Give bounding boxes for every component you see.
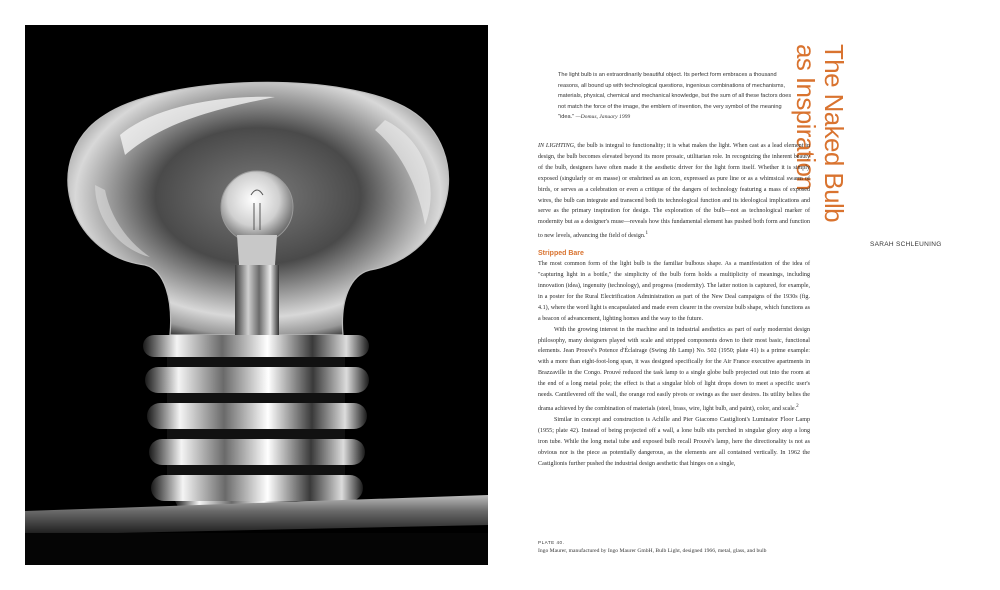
bulb-lamp-illustration xyxy=(25,25,488,565)
section-paragraph-3: Similar in concept and construction is Achille and Pier Giacomo Castiglioni's Luminator Floor Lamp (1955; plate 42). Instead of being projected off a wall, a lone bulb sits perched in singular glory atop a long iron tube. While the long metal tube and exposed bulb recall Prouvé's lamp, here the directionality is not as obvious nor is the piece as potentially dangerous, as the elements are all contained vertically. In 1962 the Castiglionis further pushed the industrial design aesthetic that hinges on a single, xyxy=(538,416,810,467)
intro-lead: IN LIGHTING, xyxy=(538,143,576,149)
epigraph-text: The light bulb is an extraordinarily beautiful object. Its perfect form embraces a thousand reasons, all bound up with technological questions, ingenious combinations of mechanisms, materials, physical, chemical and mechanical knowledge, but the sum of all these factors does not match the force of the image, the emblem of invention, the very symbol of the meaning "idea." xyxy=(558,72,792,120)
footnote-ref-1: 1 xyxy=(645,230,649,237)
epigraph xyxy=(558,70,795,123)
author-name: SARAH SCHLEUNING xyxy=(870,241,942,248)
epigraph-source: —Domus, January 1999 xyxy=(575,114,631,120)
article-body xyxy=(538,141,810,469)
section-paragraph-2 xyxy=(538,325,810,415)
title-line-2: as Inspiration xyxy=(791,44,821,191)
plate-number: PLATE 40. xyxy=(538,540,565,545)
section-heading: Stripped Bare xyxy=(538,250,584,258)
plate-caption-text: Ingo Maurer, manufactured by Ingo Maurer GmbH, Bulb Light, designed 1966, metal, glass, and bulb xyxy=(538,548,767,554)
footnote-ref-2: 2 xyxy=(796,402,799,409)
section-paragraph-1: The most common form of the light bulb is the familiar bulbous shape. As a manifestation of the idea of "capturing light in a bottle," the simplicity of the bulb form holds a multiplicity of meanings, including innovation (idea), ingenuity (technology), and progress (modernity). The latter notion is captured, for example, in a poster for the Rural Electrification Administration as part of the New Deal campaigns of the 1930s (fig. 4.1), where the word light is encapsulated and made even clearer in the oversize bulb shape, which functions as a beacon of advancement, lighting homes and the way to the future. xyxy=(538,261,810,322)
intro-text: the bulb is integral to functionality; it is what makes the light. When cast as a lead element in design, the bulb becomes elevated beyond its more prosaic, utilitarian role. In recognizing the inherent beauty of the bulb, designers have often made it the aesthetic driver for the light form itself. Whether it is simply exposed (singularly or en masse) or enshrined as an icon, expressed as pure line or as a whimsical swarm of birds, or serves as a celebration or even a critique of the dangers of technology featuring a mass of exposed wires, the bulb can integrate and transcend both its technological function and its ideological implications and serve as the primary inspiration for design. The exploration of the bulb—not as technological marker of modernity but as a designer's muse—reveals how this fundamental element has pushed both form and function to new levels, advancing the field of design. xyxy=(538,143,810,240)
title-line-1: The Naked Bulb xyxy=(819,44,849,223)
bulb-lamp-photo xyxy=(25,25,488,565)
plate-caption xyxy=(538,539,838,555)
screw-base xyxy=(143,335,369,525)
section-paragraph-2-text: With the growing interest in the machine and in industrial aesthetics as part of early modernist design philosophy, many designers played with scale and stripped components down to their most basic, functional elements. Jean Prouvé's Potence d'Éclairage (Swing Jib Lamp) No. 502 (1950; plate 41) is a prime example: with a more than eight-foot-long span, it was designed specifically for the Air France executive apartments in Brazzaville in the Congo. Prouvé reduced the task lamp to a single globe bulb projected out into the room at the end of a long metal pole; the effect is that a singular blob of light drops down to meet a specific user's needs. Cantilevered off the wall, the orange rod easily pivots or swings as the user desires. Its utility belies the drama achieved by the combination of materials (steel, brass, wire, light bulb, and paint), color, and scale. xyxy=(538,326,810,412)
intro-paragraph xyxy=(538,141,810,242)
